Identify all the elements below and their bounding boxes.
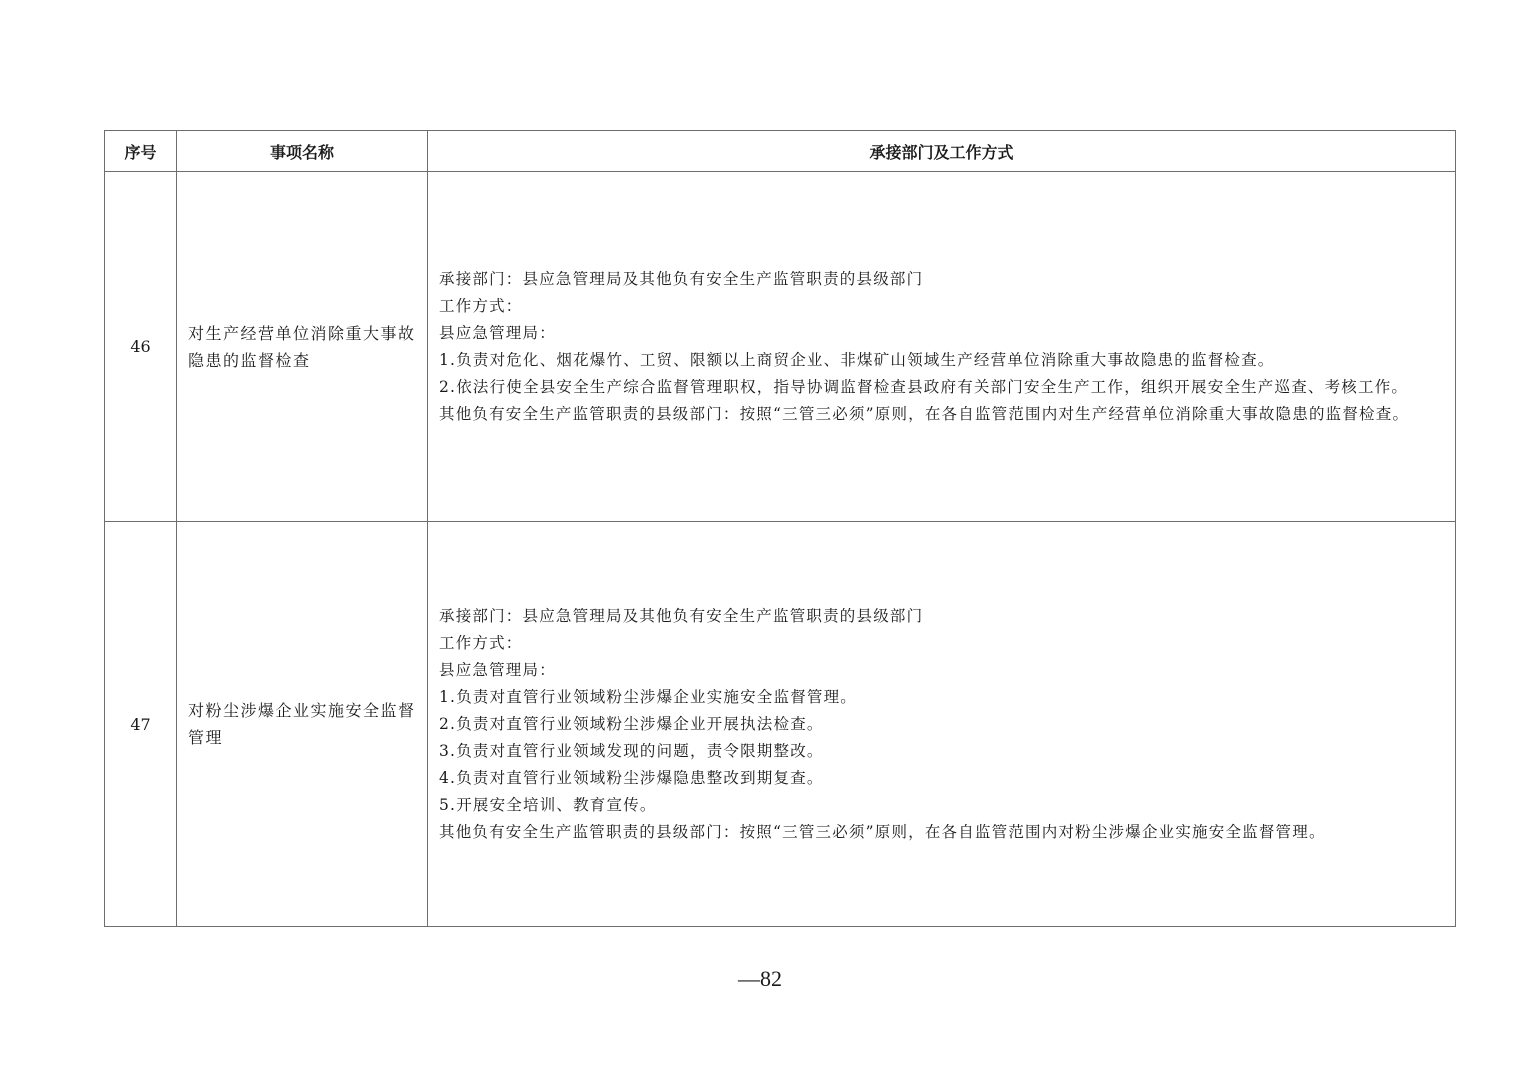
method-line: 其他负有安全生产监管职责的县级部门：按照“三管三必须”原则，在各自监管范围内对粉尘涉爆企业实施安全监督管理。 (439, 822, 1326, 841)
method-line: 2.依法行使全县安全生产综合监督管理职权，指导协调监督检查县政府有关部门安全生产工作，组织开展安全生产巡查、考核工作。 (439, 377, 1409, 396)
method-line: 3.负责对直管行业领域发现的问题，责令限期整改。 (439, 741, 824, 760)
method-line: 工作方式： (439, 633, 523, 652)
row-dept-method (428, 172, 1456, 522)
row-item-name: 对粉尘涉爆企业实施安全监督管理 (177, 522, 428, 927)
row-dept-method (428, 522, 1456, 927)
row-item-name: 对生产经营单位消除重大事故隐患的监督检查 (177, 172, 428, 522)
method-line: 县应急管理局： (439, 323, 556, 342)
row-seq: 46 (105, 172, 177, 522)
table-row (105, 172, 1456, 522)
method-line: 其他负有安全生产监管职责的县级部门：按照“三管三必须”原则，在各自监管范围内对生产经营单位消除重大事故隐患的监督检查。 (439, 404, 1410, 423)
method-line: 县应急管理局： (439, 660, 556, 679)
method-line: 工作方式： (439, 296, 523, 315)
header-item-name: 事项名称 (177, 131, 428, 172)
method-line: 1.负责对危化、烟花爆竹、工贸、限额以上商贸企业、非煤矿山领域生产经营单位消除重大事故隐患的监督检查。 (439, 350, 1275, 369)
table-row (105, 522, 1456, 927)
page-number: —82 (738, 966, 782, 991)
method-line: 承接部门：县应急管理局及其他负有安全生产监管职责的县级部门 (439, 606, 924, 625)
table-header-row (105, 131, 1456, 172)
method-line: 承接部门：县应急管理局及其他负有安全生产监管职责的县级部门 (439, 269, 924, 288)
method-line: 1.负责对直管行业领域粉尘涉爆企业实施安全监督管理。 (439, 687, 857, 706)
row-seq: 47 (105, 522, 177, 927)
header-dept-method: 承接部门及工作方式 (428, 131, 1456, 172)
method-line: 2.负责对直管行业领域粉尘涉爆企业开展执法检查。 (439, 714, 824, 733)
method-line: 4.负责对直管行业领域粉尘涉爆隐患整改到期复查。 (439, 768, 824, 787)
header-seq: 序号 (105, 131, 177, 172)
method-line: 5.开展安全培训、教育宣传。 (439, 795, 657, 814)
responsibility-table (104, 130, 1456, 927)
